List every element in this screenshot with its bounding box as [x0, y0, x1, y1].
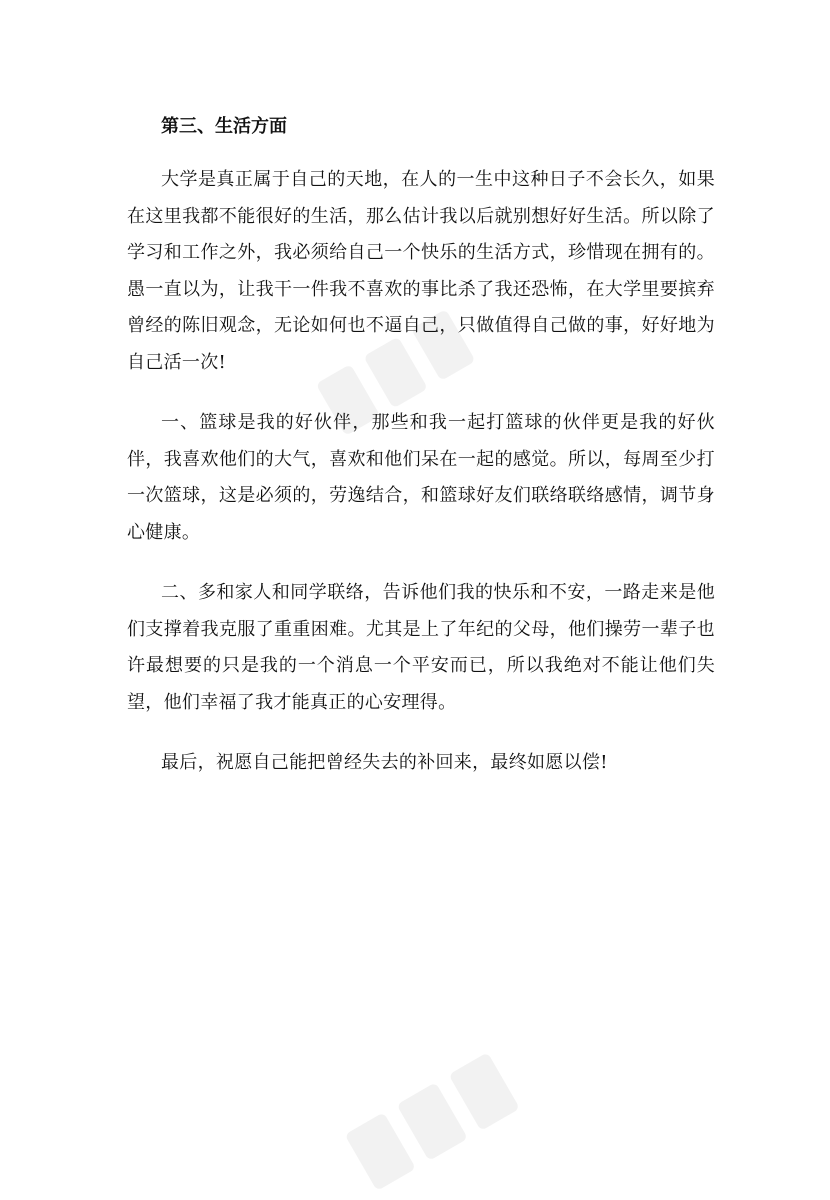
document-body — [127, 110, 715, 806]
paragraph-intro: 大学是真正属于自己的天地，在人的一生中这种日子不会长久，如果在这里我都不能很好的生活，那么估计我以后就别想好好生活。所以除了学习和工作之外，我必须给自己一个快乐的生活方式，珍惜现在拥有的。愚一直以为，让我干一件我不喜欢的事比杀了我还恐怖，在大学里要摈弃曾经的陈旧观念，无论如何也不逼自己，只做值得自己做的事，好好地为自己活一次! — [127, 169, 715, 373]
watermark-mark-bottom — [330, 1040, 550, 1200]
section-heading: 第三、生活方面 — [161, 116, 287, 137]
paragraph-basketball: 一、篮球是我的好伙伴，那些和我一起打篮球的伙伴更是我的好伙伴，我喜欢他们的大气，喜欢和他们呆在一起的感觉。所以，每周至少打一次篮球，这是必须的，劳逸结合，和篮球好友们联络联络感情，调节身心健康。 — [127, 412, 715, 543]
paragraph-closing: 最后，祝愿自己能把曾经失去的补回来，最终如愿以偿! — [161, 752, 608, 773]
paragraph-family: 二、多和家人和同学联络，告诉他们我的快乐和不安，一路走来是他们支撑着我克服了重重困难。尤其是上了年纪的父母，他们操劳一辈子也许最想要的只是我的一个消息一个平安而已，所以我绝对不能让他们失望，他们幸福了我才能真正的心安理得。 — [127, 582, 715, 713]
